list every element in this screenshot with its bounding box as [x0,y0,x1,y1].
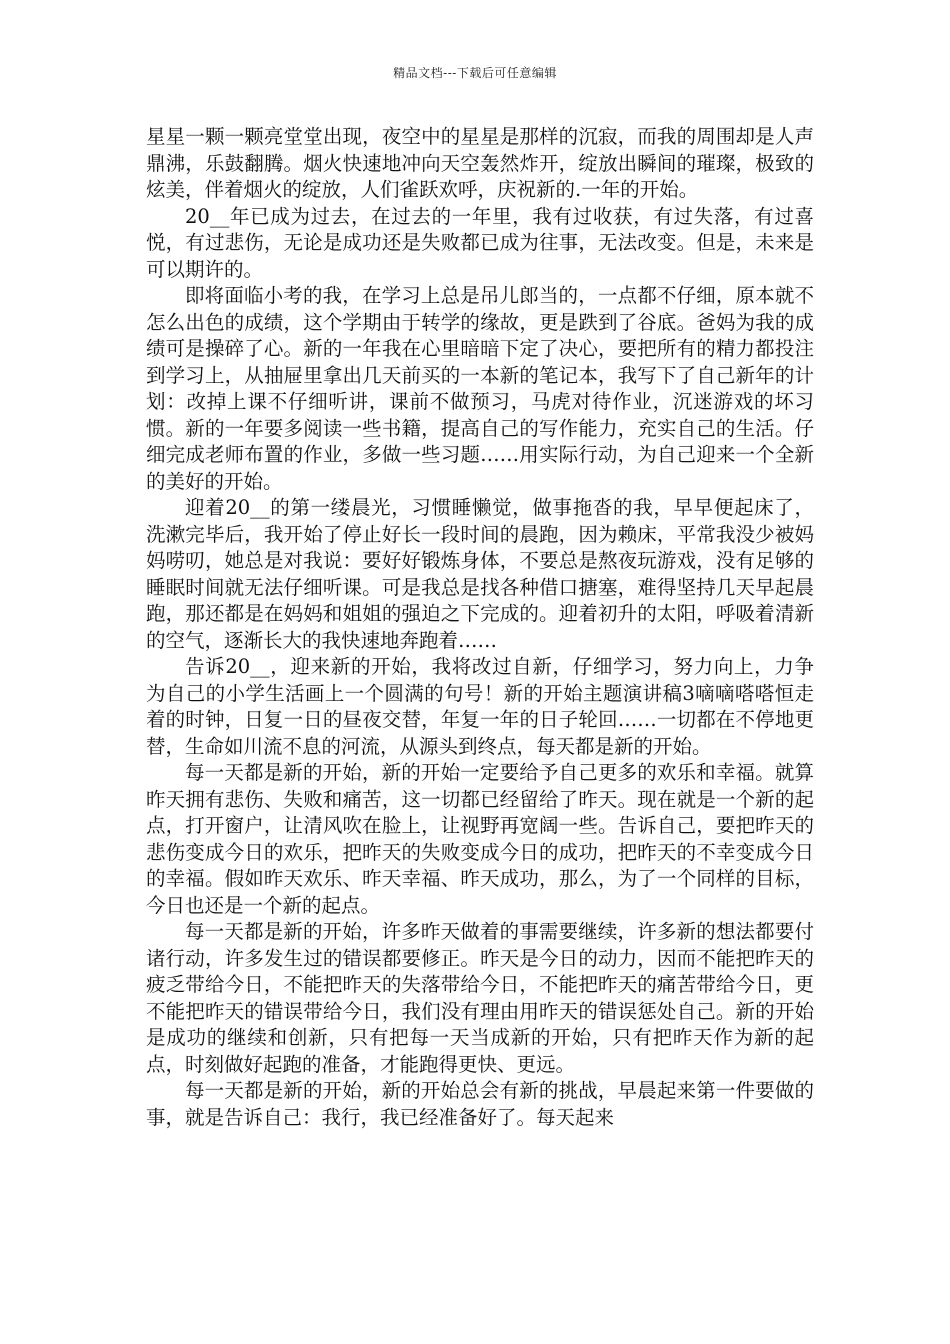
paragraph: 每一天都是新的开始，新的开始一定要给予自己更多的欢乐和幸福。就算昨天拥有悲伤、失败和痛苦，这一切都已经留给了昨天。现在就是一个新的起点，打开窗户，让清风吹在脸上，让视野再宽阔一些。告诉自己，要把昨天的悲伤变成今日的欢乐，把昨天的失败变成今日的成功，把昨天的不幸变成今日的幸福。假如昨天欢乐、昨天幸福、昨天成功，那么，为了一个同样的目标，今日也还是一个新的起点。 [146,761,814,917]
document-body [146,124,814,1131]
paragraph: 20__年已成为过去，在过去的一年里，我有过收获，有过失落，有过喜悦，有过悲伤，无论是成功还是失败都已成为往事，无法改变。但是，未来是可以期许的。 [146,204,814,281]
paragraph: 星星一颗一颗亮堂堂出现，夜空中的星星是那样的沉寂，而我的周围却是人声鼎沸，乐鼓翻腾。烟火快速地冲向天空轰然炸开，绽放出瞬间的璀璨，极致的炫美，伴着烟火的绽放，人们雀跃欢呼，庆祝新的.一年的开始。 [146,125,814,201]
paragraph: 每一天都是新的开始，新的开始总会有新的挑战，早晨起来第一件要做的事，就是告诉自己：我行，我已经准备好了。每天起来 [146,1079,814,1129]
paragraph: 迎着20__的第一缕晨光，习惯睡懒觉，做事拖沓的我，早早便起床了，洗漱完毕后，我开始了停止好长一段时间的晨跑，因为赖床，平常我没少被妈妈唠叨，她总是对我说：要好好锻炼身体，不要总是熬夜玩游戏，没有足够的睡眠时间就无法仔细听课。可是我总是找各种借口搪塞，难得坚持几天早起晨跑，那还都是在妈妈和姐姐的强迫之下完成的。迎着初升的太阳，呼吸着清新的空气，逐渐长大的我快速地奔跑着…… [146,496,814,652]
paragraph: 每一天都是新的开始，许多昨天做着的事需要继续，许多新的想法都要付诸行动，许多发生过的错误都要修正。昨天是今日的动力，因而不能把昨天的疲乏带给今日，不能把昨天的失落带给今日，不能把昨天的痛苦带给今日，更不能把昨天的错误带给今日，我们没有理由用昨天的错误惩处自己。新的开始是成功的继续和创新，只有把每一天当成新的开始，只有把昨天作为新的起点，时刻做好起跑的准备，才能跑得更快、更远。 [146,920,814,1076]
paragraph: 告诉20__，迎来新的开始，我将改过自新，仔细学习，努力向上，力争为自己的小学生活画上一个圆满的句号！新的开始主题演讲稿3嘀嘀嗒嗒恒走着的时钟，日复一日的昼夜交替，年复一年的日子轮回……一切都在不停地更替，生命如川流不息的河流，从源头到终点，每天都是新的开始。 [146,655,814,758]
paragraph: 即将面临小考的我，在学习上总是吊儿郎当的，一点都不仔细，原本就不怎么出色的成绩，这个学期由于转学的缘故，更是跌到了谷底。爸妈为我的成绩可是操碎了心。新的一年我在心里暗暗下定了决心，要把所有的精力都投注到学习上，从抽屉里拿出几天前买的一本新的笔记本，我写下了自己新年的计划：改掉上课不仔细听讲，课前不做预习，马虎对待作业，沉迷游戏的坏习惯。新的一年要多阅读一些书籍，提高自己的写作能力，充实自己的生活。仔细完成老师布置的作业，多做一些习题……用实际行动，为自己迎来一个全新的美好的开始。 [146,284,814,493]
page-header: 精品文档---下载后可任意编辑 [393,66,557,80]
